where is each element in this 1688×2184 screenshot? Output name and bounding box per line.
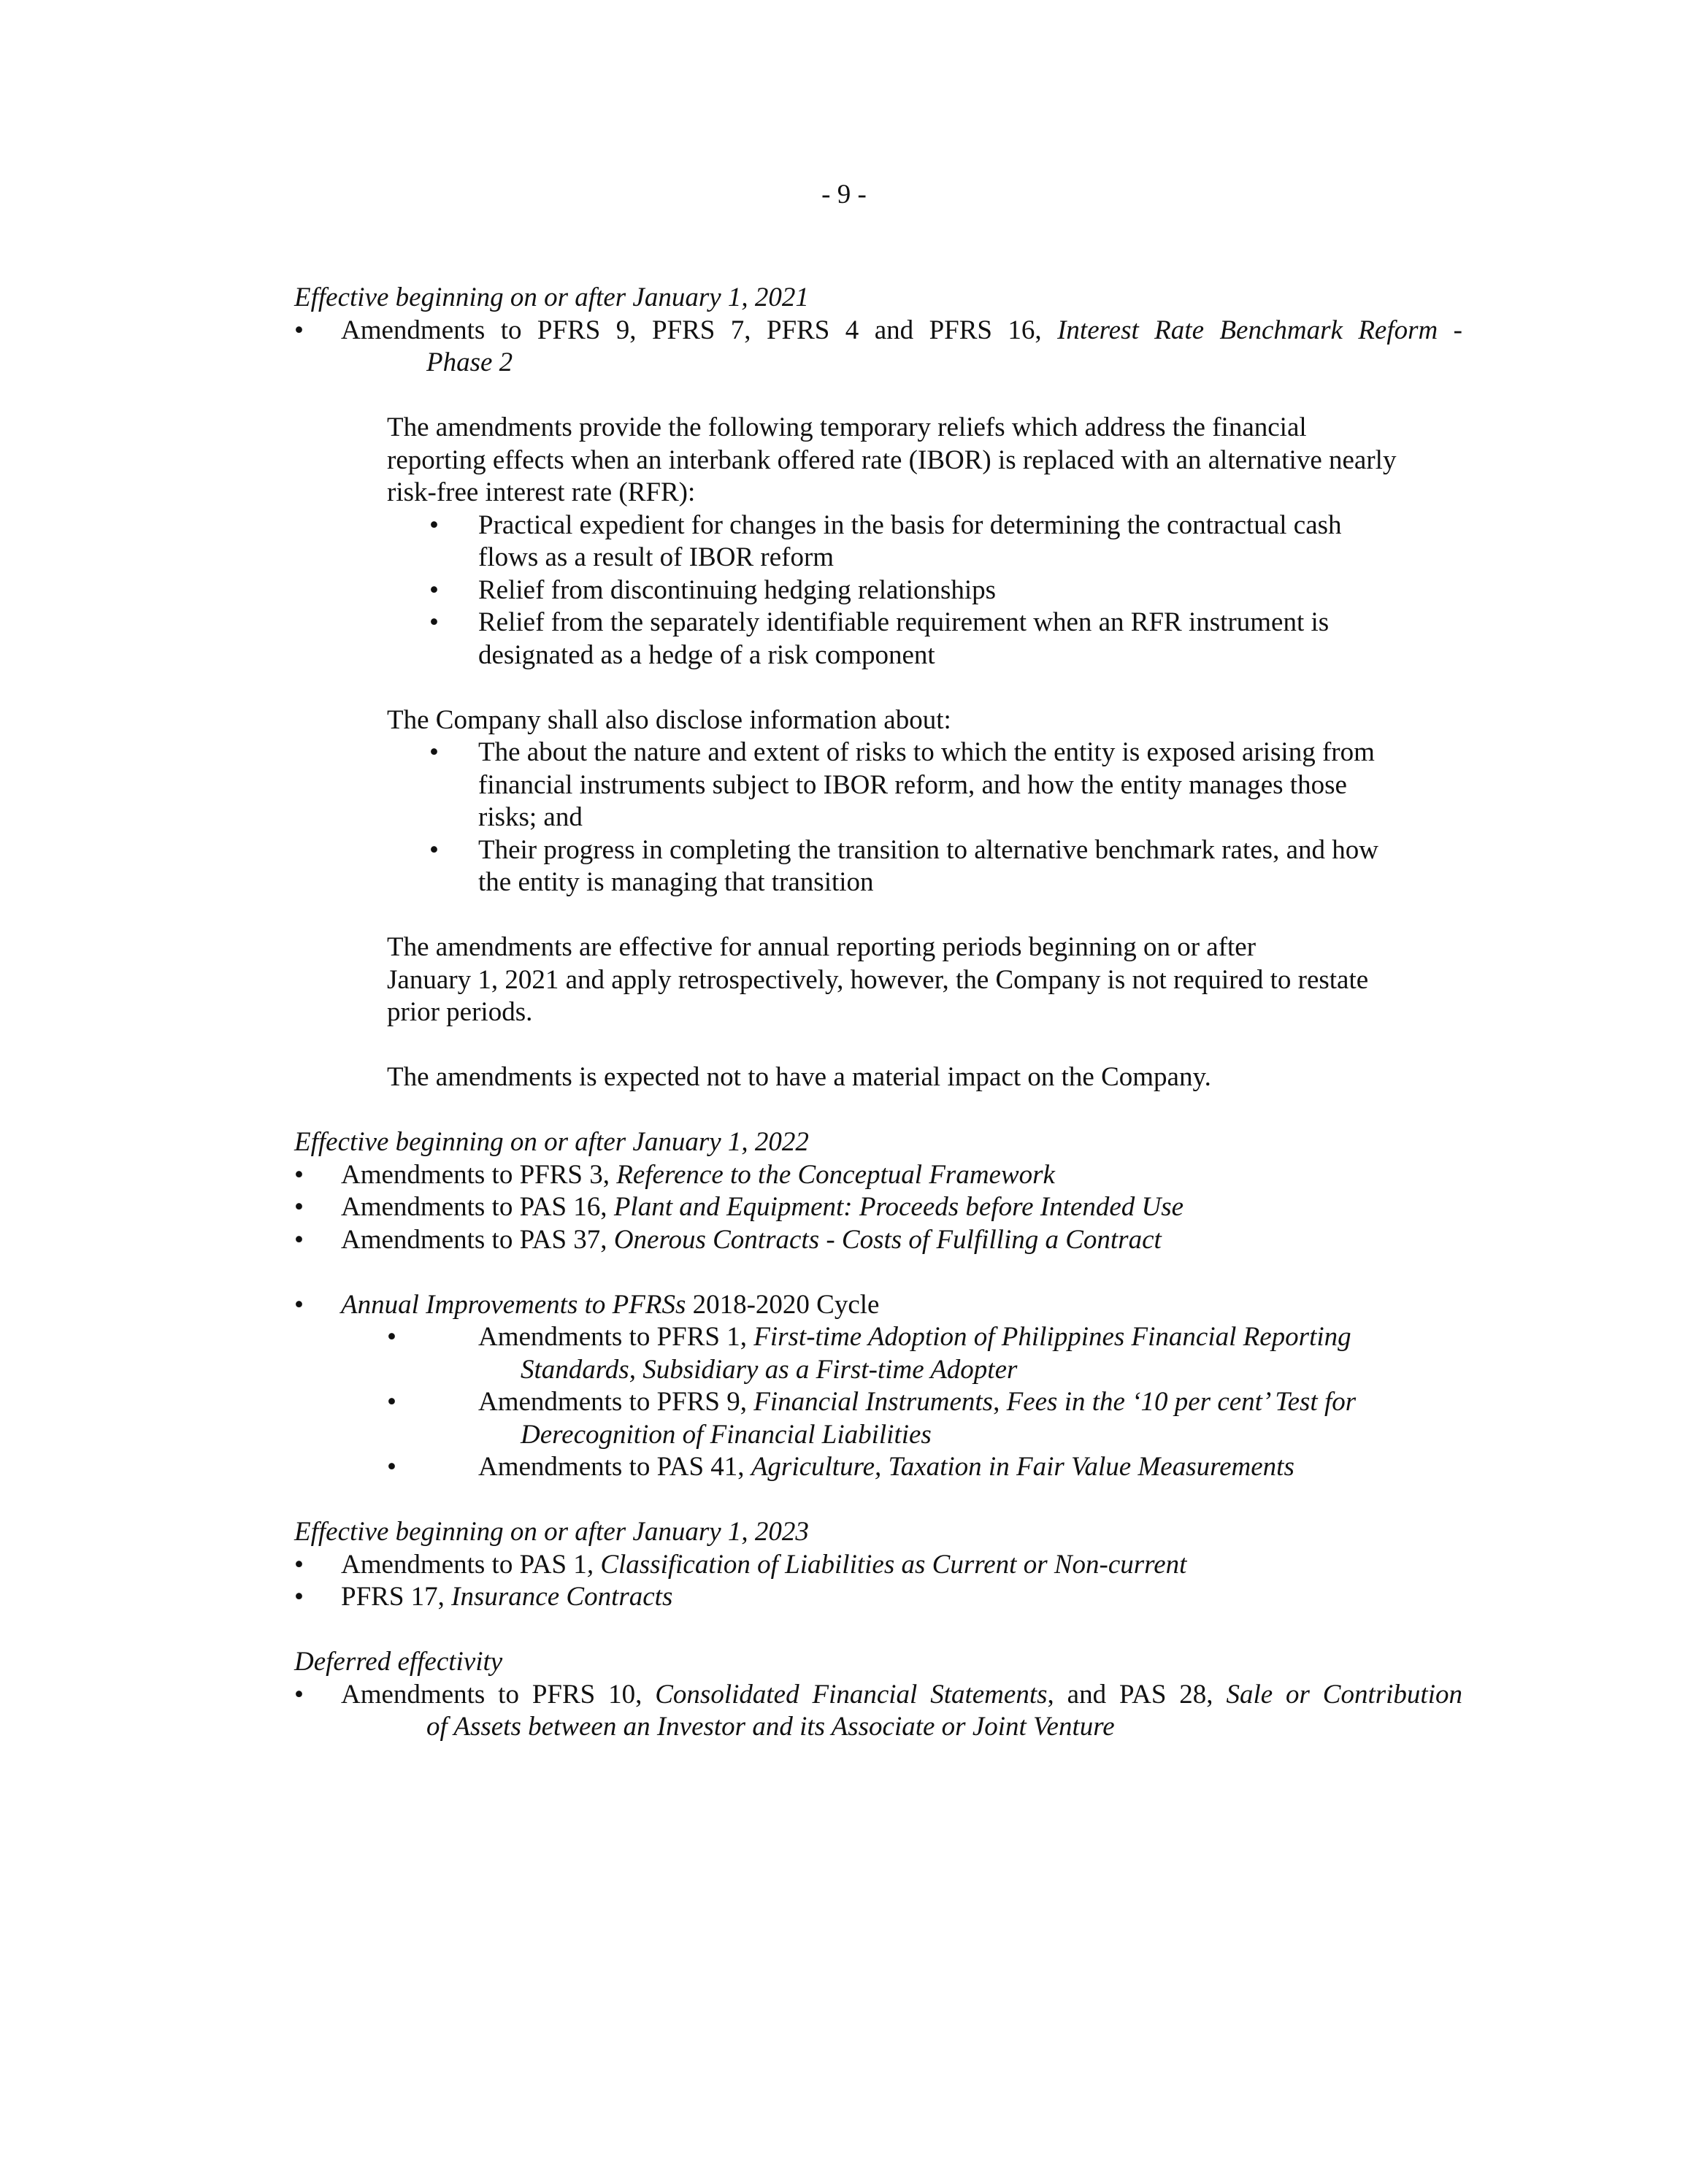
bullet-icon: •: [294, 1159, 304, 1190]
list-item: • Their progress in completing the transition to alternative benchmark rates, and how the entity is managing that transition: [429, 834, 1378, 897]
page-content: [294, 282, 1462, 1744]
paragraph-line: The Company shall also disclose information about:: [387, 704, 951, 735]
list-item: • PFRS 17, Insurance Contracts: [294, 1581, 1462, 1614]
list-item: • Relief from the separately identifiable requirement when an RFR instrument is designated as a hedge of a risk component: [429, 607, 1330, 670]
item-line: Amendments to PFRS 9, PFRS 7, PFRS 4 and PFRS 16, Interest Rate Benchmark Reform -: [341, 315, 1463, 345]
list-item: • Amendments to PAS 16, Plant and Equipment: Proceeds before Intended Use: [294, 1191, 1462, 1224]
bullet-icon: •: [294, 1192, 304, 1222]
section-heading-2022: Effective beginning on or after January 1, 2022: [294, 1127, 809, 1157]
bullet-icon: •: [294, 1582, 304, 1612]
bullet-icon: •: [387, 1452, 396, 1482]
list-item: • Relief from discontinuing hedging relationships: [387, 574, 1462, 607]
bullet-icon: •: [294, 1224, 304, 1255]
ibor-description: [387, 412, 1462, 1094]
bullet-icon: •: [429, 510, 439, 540]
section-heading-2021: Effective beginning on or after January 1, 2021: [294, 282, 809, 312]
section-heading-deferred: Deferred effectivity: [294, 1647, 503, 1677]
paragraph-line: The amendments provide the following temporary reliefs which address the financial: [387, 412, 1307, 442]
list-item: • The about the nature and extent of risks to which the entity is exposed arising from financial instruments subject to IBOR reform, and how the entity manages those risks; and: [429, 737, 1375, 832]
section-heading-2023: Effective beginning on or after January 1, 2023: [294, 1517, 809, 1547]
paragraph-line: The amendments are effective for annual reporting periods beginning on or after: [387, 932, 1257, 962]
bullet-icon: •: [429, 574, 439, 605]
list-item: • Amendments to PFRS 3, Reference to the Conceptual Framework: [294, 1159, 1462, 1192]
bullet-icon: •: [429, 737, 439, 767]
page-number: - 9 -: [821, 180, 867, 209]
bullet-icon: •: [387, 1387, 396, 1417]
bullet-icon: •: [294, 1289, 304, 1320]
list-item-ibor-amendments: [294, 315, 1462, 380]
list-item: • Amendments to PAS 41, Agriculture, Taxation in Fair Value Measurements: [294, 1451, 1462, 1484]
bullet-icon: •: [387, 1322, 396, 1352]
list-item: • Amendments to PFRS 10, Consolidated Financial Statements, and PAS 28, Sale or Contribution of Assets between an Investor and its Associate or Joint Venture: [294, 1679, 1462, 1742]
bullet-icon: •: [429, 607, 439, 637]
bullet-icon: •: [294, 1549, 304, 1580]
item-line-continuation: Phase 2: [426, 347, 513, 377]
list-item: • Amendments to PFRS 1, First-time Adoption of Philippines Financial Reporting Standards, Subsidiary as a First-time Adopter: [387, 1322, 1351, 1385]
paragraph-line: prior periods.: [387, 997, 533, 1027]
bullet-icon: •: [429, 834, 439, 865]
list-item: • Amendments to PFRS 9, Financial Instruments, Fees in the ‘10 per cent’ Test for Derecognition of Financial Liabilities: [387, 1387, 1357, 1450]
list-item: • Amendments to PAS 1, Classification of Liabilities as Current or Non-current: [294, 1549, 1462, 1582]
bullet-icon: •: [294, 1679, 304, 1710]
list-item-annual-improvements: • Annual Improvements to PFRSs 2018-2020 Cycle: [294, 1289, 1462, 1322]
paragraph-line: risk-free interest rate (RFR):: [387, 477, 696, 507]
paragraph-line: reporting effects when an interbank offered rate (IBOR) is replaced with an alternative nearly: [387, 445, 1397, 475]
paragraph-line: January 1, 2021 and apply retrospectively, however, the Company is not required to restate: [387, 964, 1369, 995]
list-item: • Amendments to PAS 37, Onerous Contracts - Costs of Fulfilling a Contract: [294, 1224, 1462, 1257]
list-item: • Practical expedient for changes in the basis for determining the contractual cash flows as a result of IBOR reform: [429, 510, 1342, 572]
paragraph-line: The amendments is expected not to have a material impact on the Company.: [387, 1062, 1211, 1092]
bullet-icon: •: [294, 315, 304, 345]
